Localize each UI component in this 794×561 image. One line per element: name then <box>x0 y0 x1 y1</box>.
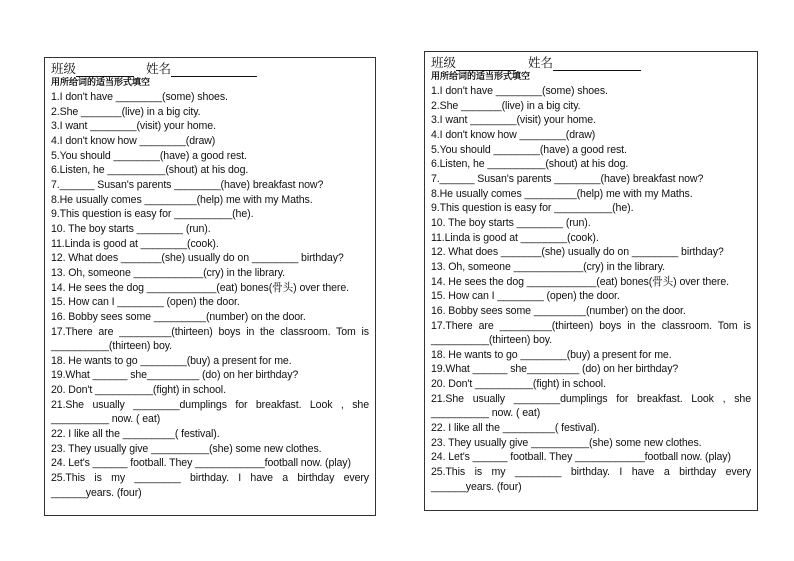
question-item: 25.This is my ________ birthday. I have a birthday every ______years. (four) <box>51 472 369 499</box>
question-item: 3.I want ________(visit) your home. <box>51 120 216 133</box>
question-item: 15. How can I ________ (open) the door. <box>431 290 620 303</box>
name-blank <box>553 58 641 71</box>
class-label: 班级 <box>431 56 457 70</box>
worksheet-left <box>44 57 376 516</box>
class-blank <box>456 58 516 71</box>
question-item: 19.What ______ she_________ (do) on her birthday? <box>431 363 679 376</box>
question-item: 18. He wants to go ________(buy) a present for me. <box>431 348 672 361</box>
question-item: 12. What does _______(she) usually do on ________ birthday? <box>51 252 344 265</box>
question-list <box>51 90 369 500</box>
question-item: 4.I don't know how ________(draw) <box>431 128 596 141</box>
question-item: 17.There are _________(thirteen) boys in the classroom. Tom is __________(thirteen) boy. <box>51 325 369 353</box>
question-item: 18. He wants to go ________(buy) a present for me. <box>51 354 292 367</box>
class-blank <box>76 64 134 77</box>
question-item: 8.He usually comes _________(help) me with my Maths. <box>431 187 693 200</box>
question-item: 16. Bobby sees some _________(number) on the door. <box>51 310 306 323</box>
question-item: 8.He usually comes _________(help) me with my Maths. <box>51 193 313 206</box>
question-item: 1.I don't have ________(some) shoes. <box>51 91 228 103</box>
worksheet-header <box>51 61 369 77</box>
name-label: 姓名 <box>528 56 554 70</box>
question-item: 10. The boy starts ________ (run). <box>431 216 591 229</box>
worksheet-right <box>424 51 758 511</box>
question-item: 4.I don't know how ________(draw) <box>51 134 216 147</box>
question-item: 22. I like all the _________( festival). <box>51 428 220 441</box>
question-item: 6.Listen, he __________(shout) at his dog. <box>51 164 249 177</box>
question-list <box>431 84 751 494</box>
question-item: 23. They usually give __________(she) some new clothes. <box>431 436 702 449</box>
question-item: 14. He sees the dog ____________(eat) bones(骨头) over there. <box>431 275 729 288</box>
question-item: 10. The boy starts ________ (run). <box>51 222 211 235</box>
instruction: 用所给词的适当形式填空 <box>51 78 151 88</box>
question-item: 19.What ______ she_________ (do) on her birthday? <box>51 369 299 382</box>
question-item: 11.Linda is good at ________(cook). <box>51 237 219 250</box>
class-label: 班级 <box>51 62 77 76</box>
question-item: 11.Linda is good at ________(cook). <box>431 231 599 244</box>
question-item: 23. They usually give __________(she) some new clothes. <box>51 442 322 455</box>
question-item: 25.This is my ________ birthday. I have a birthday every ______years. (four) <box>431 466 751 493</box>
question-item: 7.______ Susan's parents ________(have) breakfast now? <box>431 172 704 185</box>
question-item: 9.This question is easy for __________(he). <box>431 202 634 215</box>
question-item: 12. What does _______(she) usually do on ________ birthday? <box>431 246 724 259</box>
question-item: 21.She usually ________dumplings for breakfast. Look , she __________ now. ( eat) <box>431 392 751 420</box>
question-item: 2.She _______(live) in a big city. <box>431 99 581 112</box>
question-item: 15. How can I ________ (open) the door. <box>51 296 240 309</box>
question-item: 3.I want ________(visit) your home. <box>431 114 596 127</box>
instruction: 用所给词的适当形式填空 <box>431 72 531 82</box>
question-item: 17.There are _________(thirteen) boys in the classroom. Tom is __________(thirteen) boy. <box>431 319 751 347</box>
question-item: 6.Listen, he __________(shout) at his dog. <box>431 158 629 171</box>
name-label: 姓名 <box>146 62 172 76</box>
question-item: 20. Don't __________(fight) in school. <box>51 384 226 397</box>
question-item: 24. Let's ______ football. They ____________football now. (play) <box>51 457 351 470</box>
question-item: 13. Oh, someone ____________(cry) in the library. <box>51 266 285 279</box>
question-item: 16. Bobby sees some _________(number) on the door. <box>431 304 686 317</box>
question-item: 7.______ Susan's parents ________(have) breakfast now? <box>51 178 324 191</box>
question-item: 9.This question is easy for __________(he). <box>51 208 254 221</box>
question-item: 20. Don't __________(fight) in school. <box>431 378 606 391</box>
question-item: 24. Let's ______ football. They ____________football now. (play) <box>431 451 731 464</box>
question-item: 21.She usually ________dumplings for breakfast. Look , she __________ now. ( eat) <box>51 398 369 426</box>
question-item: 1.I don't have ________(some) shoes. <box>431 85 608 97</box>
worksheet-header <box>431 55 751 71</box>
question-item: 5.You should ________(have) a good rest. <box>431 143 627 156</box>
question-item: 2.She _______(live) in a big city. <box>51 105 201 118</box>
question-item: 14. He sees the dog ____________(eat) bones(骨头) over there. <box>51 281 349 294</box>
question-item: 13. Oh, someone ____________(cry) in the library. <box>431 260 665 273</box>
question-item: 22. I like all the _________( festival). <box>431 422 600 435</box>
name-blank <box>171 64 257 77</box>
question-item: 5.You should ________(have) a good rest. <box>51 149 247 162</box>
